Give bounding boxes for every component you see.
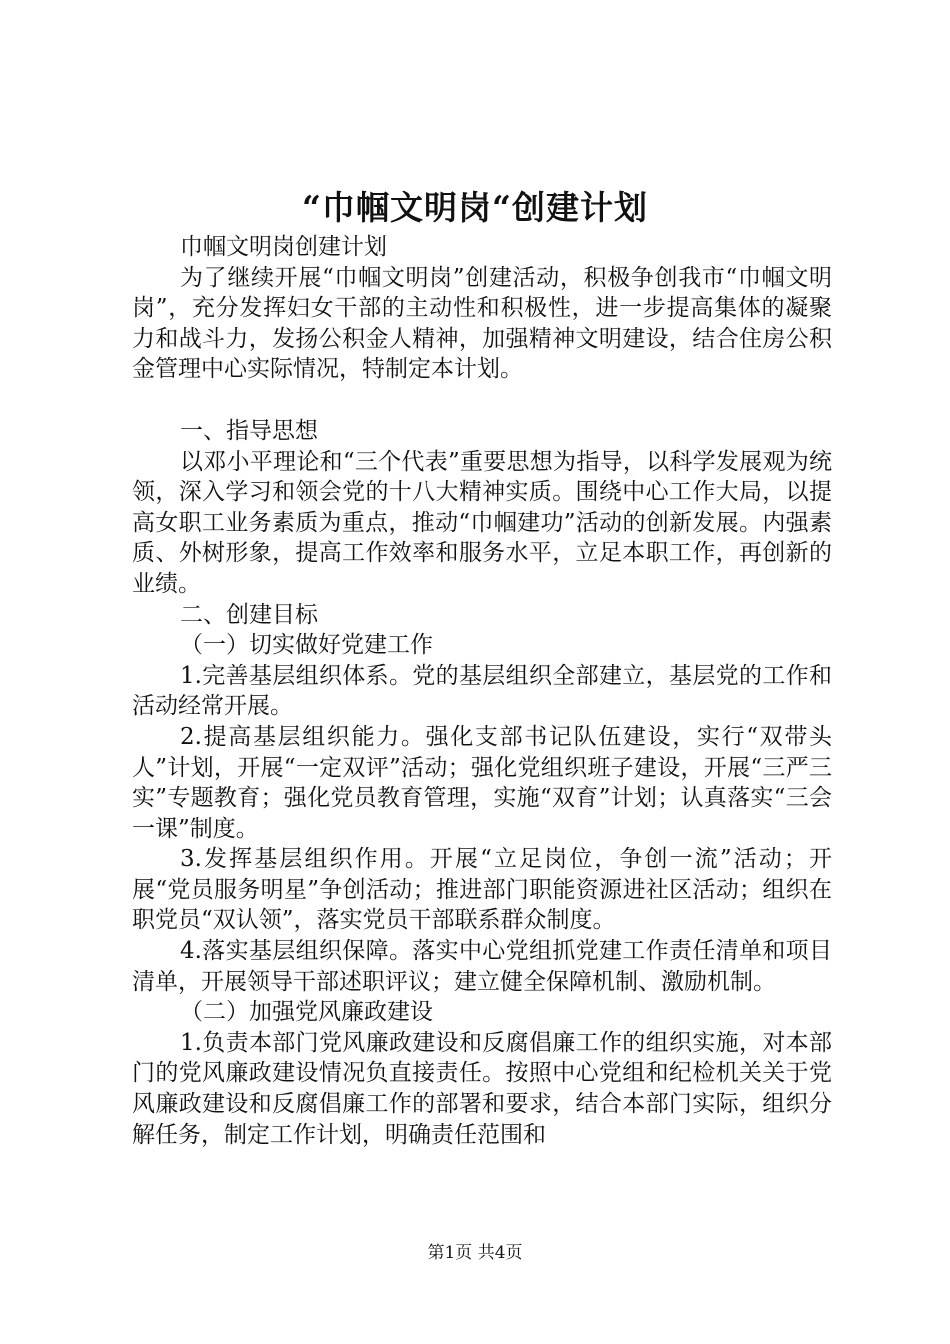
integrity-item-1: 1.负责本部门党风廉政建设和反腐倡廉工作的组织实施，对本部门的党风廉政建设情况负直接责任。按照中心党组和纪检机关关于党风廉政建设和反腐倡廉工作的部署和要求，结合本部门实际，组织分解任务，制定工作计划，明确责任范围和: [132, 1029, 832, 1148]
intro-paragraph: 为了继续开展“巾帼文明岗”创建活动，积极争创我市“巾帼文明岗”，充分发挥妇女干部的主动性和积极性，进一步提高集体的凝聚力和战斗力，发扬公积金人精神，加强精神文明建设，结合住房公积金管理中心实际情况，特制定本计划。: [132, 264, 832, 383]
section-heading-guiding-thought: 一、指导思想: [180, 417, 318, 444]
party-building-item-1: 1.完善基层组织体系。党的基层组织全部建立，基层党的工作和活动经常开展。: [132, 662, 832, 720]
document-body: [132, 232, 832, 1150]
document-title: “巾帼文明岗“创建计划: [302, 188, 648, 227]
page-footer: 第1页 共4页: [427, 1243, 523, 1263]
section-heading-goals: 二、创建目标: [180, 601, 318, 628]
guiding-thought-paragraph: 以邓小平理论和“三个代表”重要思想为指导，以科学发展观为统领，深入学习和领会党的十八大精神实质。围绕中心工作大局，以提高女职工业务素质为重点，推动“巾帼建功”活动的创新发展。内强素质、外树形象，提高工作效率和服务水平，立足本职工作，再创新的业绩。: [132, 448, 832, 597]
subsection-heading-party-building: （一）切实做好党建工作: [180, 632, 433, 659]
party-building-item-2: 2.提高基层组织能力。强化支部书记队伍建设，实行“双带头人”计划，开展“一定双评”活动；强化党组织班子建设，开展“三严三实”专题教育；强化党员教育管理，实施“双育”计划；认真落实“三会一课”制度。: [132, 723, 832, 842]
party-building-item-3: 3.发挥基层组织作用。开展“立足岗位，争创一流”活动；开展“党员服务明星”争创活动；推进部门职能资源进社区活动；组织在职党员“双认领”，落实党员干部联系群众制度。: [132, 846, 832, 934]
subsection-heading-integrity: （二）加强党风廉政建设: [180, 999, 433, 1026]
party-building-item-4: 4.落实基层组织保障。落实中心党组抓党建工作责任清单和项目清单，开展领导干部述职评议；建立健全保障机制、激励机制。: [132, 938, 832, 995]
paragraph-gap: [132, 385, 832, 416]
document-subtitle: 巾帼文明岗创建计划: [180, 234, 387, 260]
